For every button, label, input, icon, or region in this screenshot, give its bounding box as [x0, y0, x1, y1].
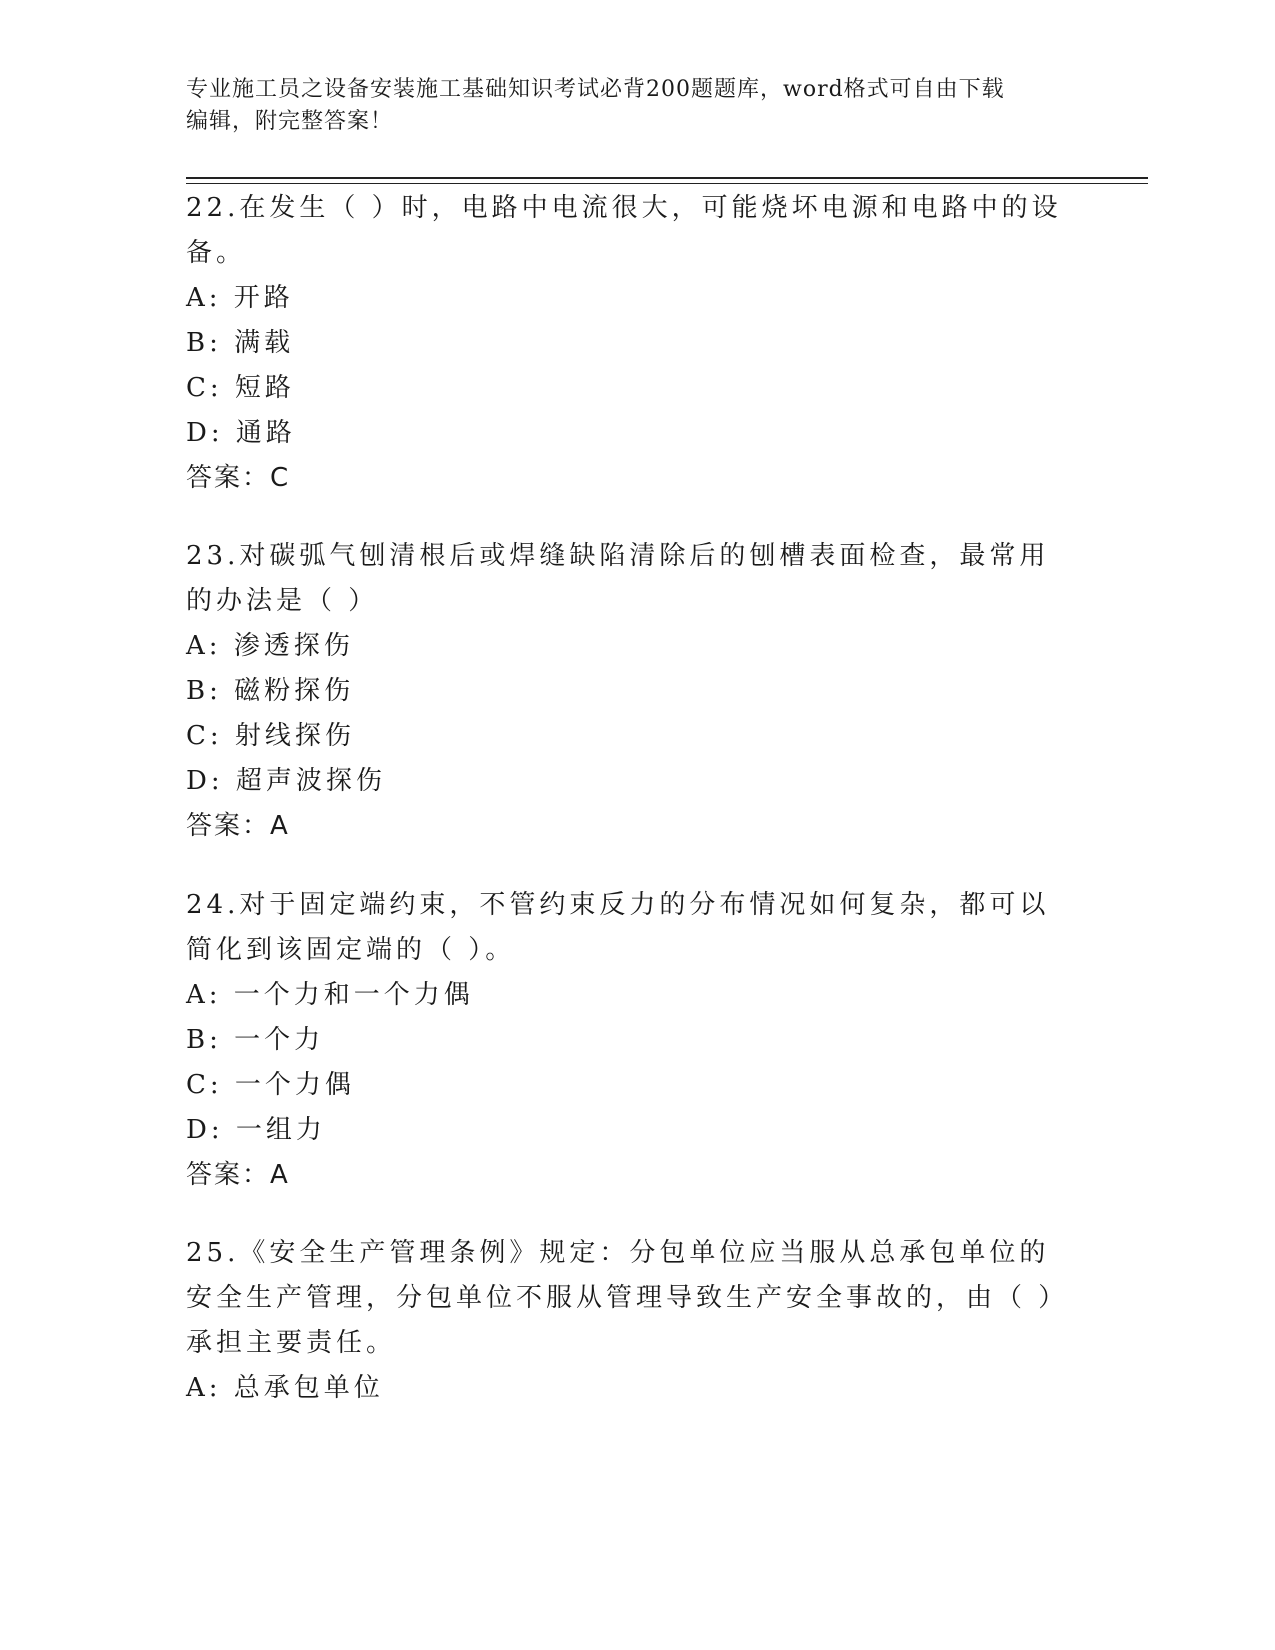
question-stem: 22.在发生（ ）时，电路中电流很大，可能烧坏电源和电路中的设备。	[186, 193, 1062, 268]
question-stem: 23.对碳弧气刨清根后或焊缝缺陷清除后的刨槽表面检查，最常用的办法是（ ）	[186, 541, 1050, 616]
answer-line: 答案：C	[186, 463, 291, 493]
option-c: C: 短路	[186, 373, 295, 403]
question-stem: 25.《安全生产管理条例》规定：分包单位应当服从总承包单位的安全生产管理，分包单位不服从管理导致生产安全事故的，由（ ）承担主要责任。	[186, 1238, 1056, 1358]
question-25	[186, 1231, 1066, 1411]
option-a: A: 渗透探伤	[186, 631, 354, 661]
option-d: D: 一组力	[186, 1115, 326, 1145]
option-b: B: 满载	[186, 328, 295, 358]
question-23	[186, 534, 1066, 849]
option-c: C: 射线探伤	[186, 721, 355, 751]
header-line-2: 编辑，附完整答案！	[186, 109, 394, 134]
option-d: D: 通路	[186, 418, 296, 448]
question-stem: 24.对于固定端约束，不管约束反力的分布情况如何复杂，都可以简化到该固定端的（ ）。	[186, 890, 1050, 965]
option-b: B: 磁粉探伤	[186, 676, 355, 706]
option-b: B: 一个力	[186, 1025, 325, 1055]
header-divider-thin	[186, 183, 1148, 184]
answer-line: 答案：A	[186, 1160, 290, 1190]
option-c: C: 一个力偶	[186, 1070, 355, 1100]
header-divider-thick	[186, 177, 1148, 179]
answer-line: 答案：A	[186, 811, 290, 841]
question-22	[186, 186, 1066, 501]
document-header	[186, 74, 1066, 138]
question-24	[186, 883, 1066, 1198]
header-line-1: 专业施工员之设备安装施工基础知识考试必背200题题库，word格式可自由下载	[186, 77, 1005, 102]
option-a: A: 一个力和一个力偶	[186, 980, 474, 1010]
option-a: A: 开路	[186, 283, 294, 313]
option-d: D: 超声波探伤	[186, 766, 386, 796]
option-a: A: 总承包单位	[186, 1373, 384, 1403]
